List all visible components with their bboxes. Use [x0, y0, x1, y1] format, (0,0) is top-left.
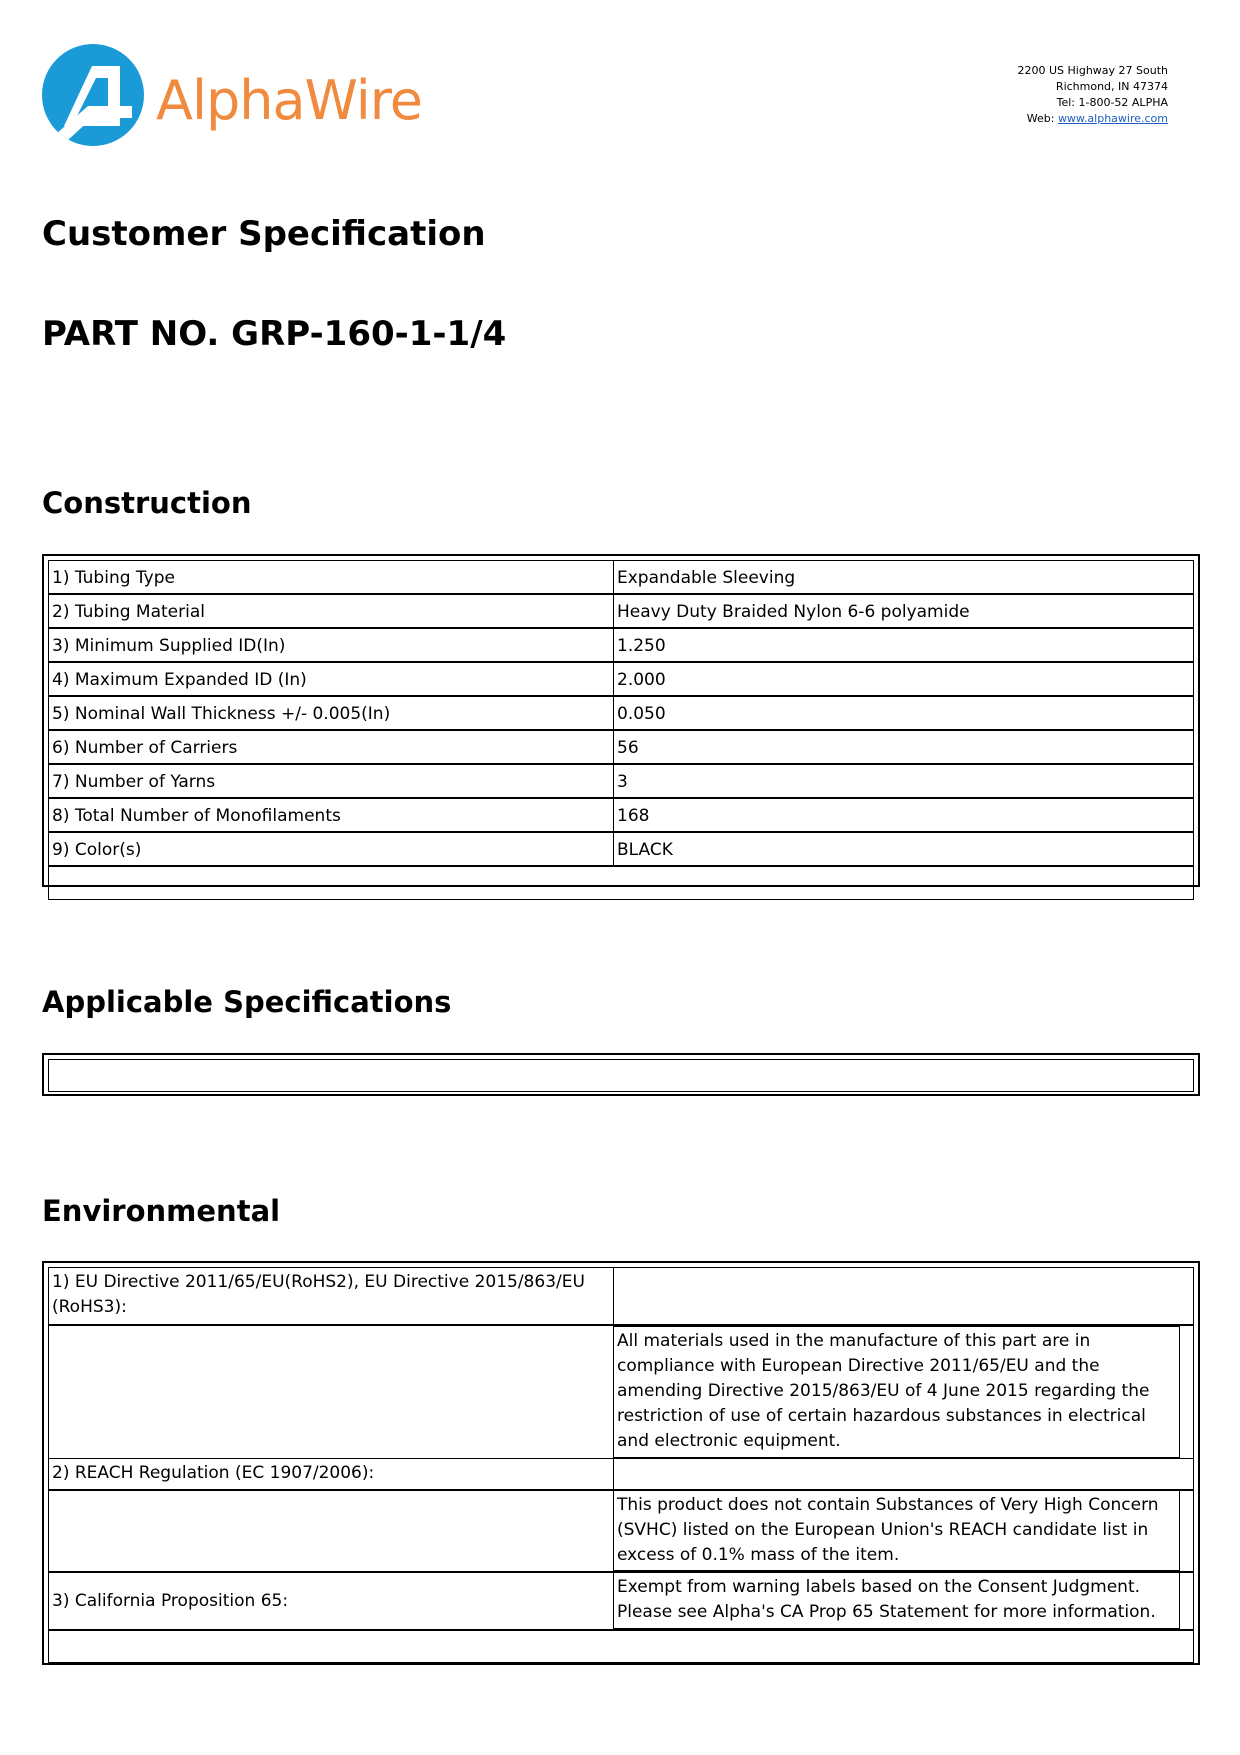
construction-label: 5) Nominal Wall Thickness +/- 0.005(In)	[49, 697, 614, 729]
alphawire-logo-icon	[42, 44, 144, 146]
table-row	[49, 765, 1193, 799]
rohs-label: 1) EU Directive 2011/65/EU(RoHS2), EU Directive 2015/863/EU (RoHS3):	[49, 1268, 614, 1324]
brand-name: AlphaWire	[156, 69, 422, 132]
environmental-filler-row	[49, 1631, 1193, 1662]
table-row	[49, 663, 1193, 697]
table-row	[49, 561, 1193, 595]
construction-value: Heavy Duty Braided Nylon 6-6 polyamide	[617, 602, 970, 622]
construction-filler-row	[49, 867, 1193, 899]
table-row	[49, 1573, 1193, 1631]
construction-value: BLACK	[617, 840, 673, 860]
company-address	[1017, 63, 1168, 127]
construction-value: Expandable Sleeving	[617, 568, 796, 588]
construction-heading: Construction	[42, 486, 252, 520]
table-row	[49, 799, 1193, 833]
table-row	[49, 731, 1193, 765]
construction-value: 56	[617, 738, 639, 758]
table-row	[49, 697, 1193, 731]
rohs-statement: All materials used in the manufacture of this part are in compliance with European Directive 2011/65/EU and the amending Directive 2015/863/EU of 4 June 2015 regarding the restriction of use of certain hazardous substances in electrical and electronic equipment.	[614, 1326, 1180, 1458]
environmental-table	[42, 1261, 1200, 1665]
address-phone: Tel: 1-800-52 ALPHA	[1056, 96, 1168, 109]
construction-rows	[48, 560, 1194, 900]
prop65-statement: Exempt from warning labels based on the Consent Judgment. Please see Alpha's CA Prop 65 Statement for more information.	[614, 1573, 1180, 1629]
construction-label: 8) Total Number of Monofilaments	[49, 799, 614, 831]
address-line-1: 2200 US Highway 27 South	[1017, 64, 1168, 77]
environmental-rows	[48, 1267, 1194, 1663]
construction-label: 1) Tubing Type	[49, 561, 614, 593]
table-row	[49, 833, 1193, 867]
alphawire-logo	[42, 44, 422, 146]
construction-value: 1.250	[617, 636, 666, 656]
construction-value: 2.000	[617, 670, 666, 690]
reach-statement: This product does not contain Substances of Very High Concern (SVHC) listed on the European Union's REACH candidate list in excess of 0.1% mass of the item.	[614, 1491, 1180, 1571]
construction-label: 7) Number of Yarns	[49, 765, 614, 797]
reach-label: 2) REACH Regulation (EC 1907/2006):	[49, 1459, 614, 1489]
reach-blank	[614, 1459, 1180, 1489]
construction-table	[42, 554, 1200, 887]
environmental-heading: Environmental	[42, 1194, 281, 1228]
website-link[interactable]: www.alphawire.com	[1057, 112, 1168, 125]
construction-label: 2) Tubing Material	[49, 595, 614, 627]
construction-label: 9) Color(s)	[49, 833, 614, 865]
address-line-2: Richmond, IN 47374	[1055, 80, 1168, 93]
prop65-label	[49, 1573, 614, 1629]
rohs-blank-left	[49, 1326, 614, 1458]
construction-label: 3) Minimum Supplied ID(In)	[49, 629, 614, 661]
web-label: Web:	[1026, 112, 1058, 125]
prop65-label-text: 3) California Proposition 65:	[52, 1590, 289, 1611]
document-title: Customer Specification	[42, 214, 486, 254]
table-row	[49, 1326, 1193, 1459]
part-number: PART NO. GRP-160-1-1/4	[42, 314, 507, 354]
construction-label: 6) Number of Carriers	[49, 731, 614, 763]
table-row	[49, 629, 1193, 663]
address-web	[1017, 111, 1168, 127]
table-row	[49, 1491, 1193, 1573]
construction-value: 3	[617, 772, 628, 792]
reach-blank-left	[49, 1491, 614, 1571]
construction-label: 4) Maximum Expanded ID (In)	[49, 663, 614, 695]
construction-value: 0.050	[617, 704, 666, 724]
table-row	[49, 1459, 1193, 1491]
table-row	[49, 595, 1193, 629]
applicable-specifications-heading: Applicable Specifications	[42, 985, 452, 1019]
table-row	[49, 1268, 1193, 1326]
rohs-blank	[614, 1268, 1180, 1324]
applicable-specifications-table	[42, 1053, 1200, 1096]
applicable-specifications-empty-row	[48, 1059, 1194, 1092]
construction-value: 168	[617, 806, 650, 826]
